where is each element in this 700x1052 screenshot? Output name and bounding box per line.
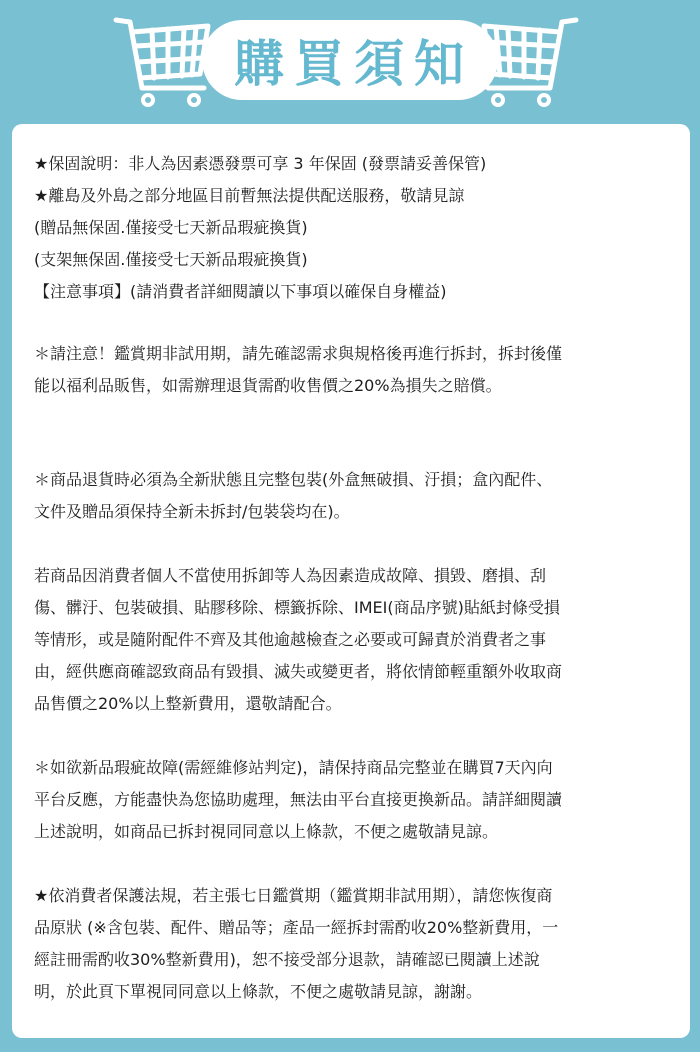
law-line: 明，於此頁下單視同同意以上條款，不便之處敬請見諒，謝謝。 <box>34 982 483 1001</box>
damage-line: 傷、髒汙、包裝破損、貼膠移除、標籤拆除、IMEI(商品序號)貼紙封條受損 <box>34 598 560 617</box>
title-banner <box>202 20 498 100</box>
trial-line: 能以福利品販售，如需辦理退貨需酌收售價之20%為損失之賠償。 <box>34 376 502 395</box>
return-line: 文件及贈品須保持全新未拆封/包裝袋均在)。 <box>34 502 350 521</box>
law-line: 品原狀 (※含包裝、配件、贈品等；產品一經拆封需酌收20%整新費用，一 <box>34 918 559 937</box>
warranty-note: ★保固說明：非人為因素憑發票可享 3 年保固 (發票請妥善保管) <box>34 154 487 173</box>
law-line: 經註冊需酌收30%整新費用)，恕不接受部分退款，請確認已閱讀上述說 <box>34 950 540 969</box>
defect-line: ＊如欲新品瑕疵故障(需經維修站判定)，請保持商品完整並在購買7天內向 <box>34 758 553 777</box>
islands-note: ★離島及外島之部分地區目前暫無法提供配送服務，敬請見諒 <box>34 186 465 205</box>
law-line: ★依消費者保護法規，若主張七日鑑賞期（鑑賞期非試用期），請您恢復商 <box>34 886 553 905</box>
trial-line: ＊請注意！鑑賞期非試用期，請先確認需求與規格後再進行拆封，拆封後僅 <box>34 344 563 363</box>
attention-heading: 【注意事項】(請消費者詳細閱讀以下事項以確保自身權益) <box>34 282 447 301</box>
damage-line: 等情形，或是隨附配件不齊及其他逾越檢查之必要或可歸責於消費者之事 <box>34 630 547 649</box>
damage-line: 由，經供應商確認致商品有毀損、滅失或變更者，將依情節輕重額外收取商 <box>34 662 563 681</box>
damage-line: 品售價之20%以上整新費用，還敬請配合。 <box>34 694 342 713</box>
stand-note: (支架無保固.僅接受七天新品瑕疵換貨) <box>34 250 308 269</box>
shopping-cart-icon <box>474 8 584 112</box>
damage-line: 若商品因消費者個人不當使用拆卸等人為因素造成故障、損毀、磨損、刮 <box>34 566 547 585</box>
defect-line: 上述說明，如商品已拆封視同同意以上條款，不便之處敬請見諒。 <box>34 822 499 841</box>
return-line: ＊商品退貨時必須為全新狀態且完整包裝(外盒無破損、汙損；盒內配件、 <box>34 470 553 489</box>
notice-content <box>34 148 674 1008</box>
header <box>0 0 700 124</box>
gift-note: (贈品無保固.僅接受七天新品瑕疵換貨) <box>34 218 308 237</box>
defect-line: 平台反應，方能盡快為您協助處理，無法由平台直接更換新品。請詳細閱讀 <box>34 790 563 809</box>
page-title: 購買須知 <box>234 35 474 93</box>
